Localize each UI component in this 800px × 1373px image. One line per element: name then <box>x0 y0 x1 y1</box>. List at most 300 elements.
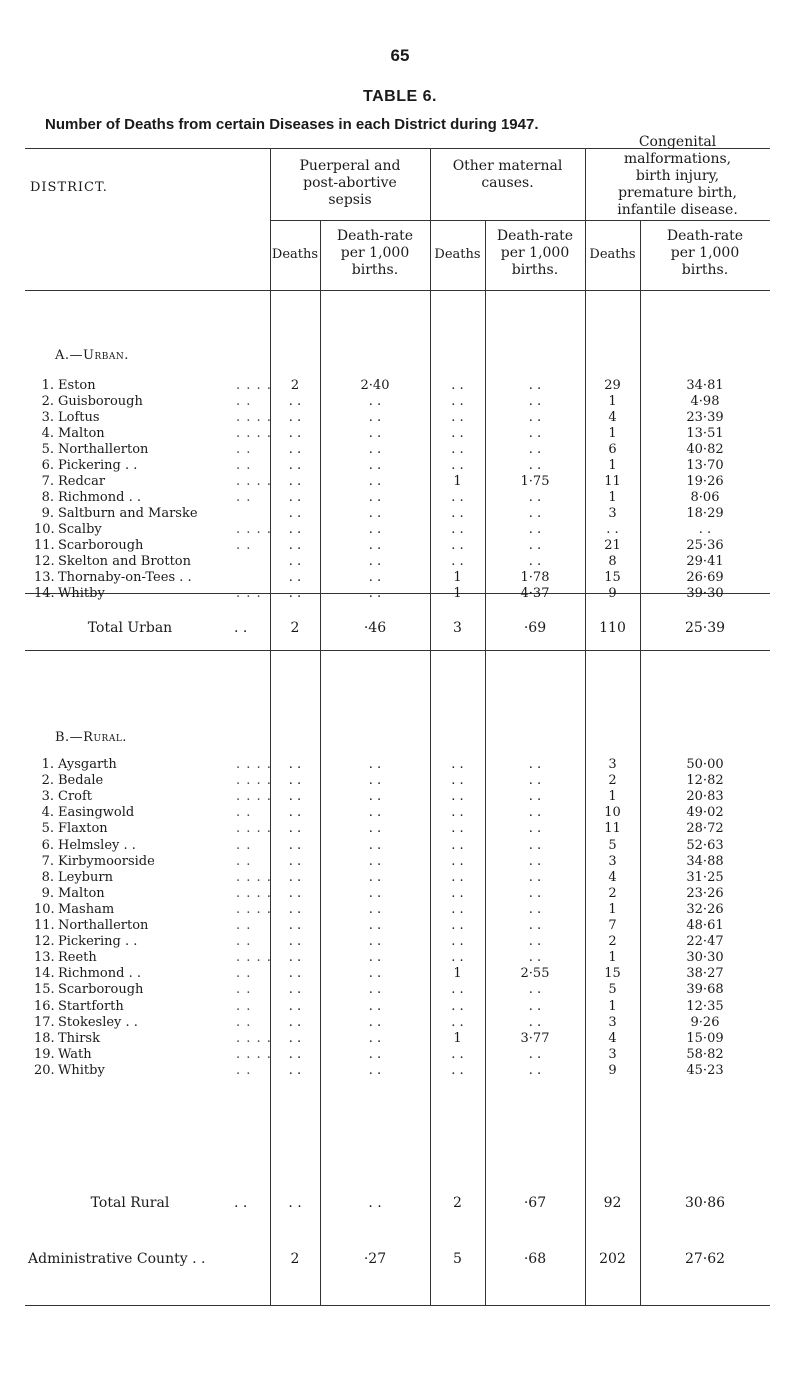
cell: . . <box>368 1014 382 1030</box>
cell: 92 <box>603 1195 622 1211</box>
cell: . . <box>368 918 382 933</box>
cell: 6 <box>608 442 617 457</box>
row-number: 12. <box>34 934 55 950</box>
table-row <box>0 757 800 772</box>
cell: 25·39 <box>684 620 726 636</box>
row-dots: . . . . <box>236 1046 272 1062</box>
cell: . . <box>288 869 302 885</box>
cell: 1 <box>608 394 617 409</box>
row-dots: . . <box>236 853 252 869</box>
cell: 9·26 <box>690 1014 720 1030</box>
cell: 1 <box>608 998 617 1014</box>
cell: . . <box>368 1195 382 1211</box>
row-dots: . . . . <box>236 410 272 425</box>
cell: . . <box>451 442 464 457</box>
cell: . . <box>528 998 542 1014</box>
row-number: 6. <box>41 458 54 473</box>
cell: . . <box>288 394 302 409</box>
header-line: infantile disease. <box>617 202 738 218</box>
row-number: 7. <box>41 853 54 869</box>
cell: 202 <box>599 1251 626 1267</box>
cell: . . <box>451 805 464 821</box>
table-row <box>0 474 800 489</box>
cell: . . <box>288 1046 302 1062</box>
row-number: 6. <box>41 837 54 853</box>
row-dots: . . <box>236 982 252 998</box>
cell: . . <box>288 522 302 537</box>
cell: . . <box>368 869 382 885</box>
cell: . . <box>288 538 302 553</box>
cell: . . <box>451 789 464 805</box>
row-dots: . . . . <box>236 885 272 901</box>
cell: 4·37 <box>520 586 550 601</box>
table-row <box>0 950 800 965</box>
deaths-column-header: Deaths <box>589 247 636 262</box>
cell: 29·41 <box>686 554 724 569</box>
row-number: 12. <box>34 554 55 569</box>
cell: . . <box>368 522 382 537</box>
row-dots: . . <box>236 1062 252 1078</box>
table-row <box>0 586 800 601</box>
table-row <box>0 554 800 569</box>
table-row <box>0 886 800 901</box>
district-name: Guisborough <box>58 394 143 409</box>
row-dots: . . <box>236 1014 252 1030</box>
cell: 58·82 <box>686 1046 724 1062</box>
column-divider <box>585 148 586 1305</box>
cell: . . <box>368 554 382 569</box>
cell: 5 <box>608 837 617 853</box>
cell: . . <box>368 998 382 1014</box>
cell: . . <box>451 394 464 409</box>
total-rural-row <box>0 1196 800 1211</box>
cell: 26·69 <box>686 570 724 585</box>
cell: 28·72 <box>686 821 724 837</box>
cell: . . <box>451 837 464 853</box>
header-mid-rule <box>270 220 770 221</box>
cell: . . <box>368 837 382 853</box>
cell: 32·26 <box>686 901 724 917</box>
row-number: 14. <box>34 586 55 601</box>
cell: . . <box>368 757 382 772</box>
cell: . . <box>288 773 302 789</box>
cell: . . <box>368 853 382 869</box>
header-line: birth injury, <box>635 168 720 184</box>
row-number: 1. <box>41 757 54 772</box>
row-number: 5. <box>41 442 54 457</box>
cell: . . <box>288 805 302 821</box>
cell: 4 <box>608 869 617 885</box>
cell: 3 <box>608 506 617 521</box>
row-dots: . . . . <box>236 474 272 489</box>
cell: 30·30 <box>686 950 724 966</box>
cell: . . <box>368 821 382 837</box>
row-dots: . . <box>234 1195 248 1211</box>
row-label: Administrative County . . <box>28 1251 206 1267</box>
table-row <box>0 838 800 853</box>
deaths-column-header: Deaths <box>434 247 481 262</box>
row-label: Total Rural <box>90 1195 170 1211</box>
table-row <box>0 934 800 949</box>
cell: . . <box>288 1195 302 1211</box>
district-name: Aysgarth <box>58 757 117 772</box>
deaths-column-header: Deaths <box>271 247 319 262</box>
cell: . . <box>528 837 542 853</box>
cell: . . <box>451 918 464 933</box>
cell: . . <box>288 554 302 569</box>
cell: . . <box>288 966 302 982</box>
cell: . . <box>528 869 542 885</box>
table-row <box>0 490 800 505</box>
cell: 1 <box>608 901 617 917</box>
cell: . . <box>528 410 542 425</box>
group-header-other-maternal <box>430 158 585 192</box>
cell: 45·23 <box>686 1062 724 1078</box>
cell: 10 <box>604 805 621 821</box>
cell: 21 <box>604 538 621 553</box>
cell: . . <box>288 506 302 521</box>
row-dots: . . <box>236 538 252 553</box>
cell: 3 <box>453 620 462 636</box>
cell: 1 <box>453 586 462 601</box>
cell: . . <box>368 901 382 917</box>
cell: 8·06 <box>690 490 720 505</box>
district-name: Thirsk <box>58 1030 100 1046</box>
cell: ·27 <box>363 1251 387 1267</box>
cell: . . <box>288 490 302 505</box>
cell: 2 <box>608 773 617 789</box>
district-name: Richmond . . <box>58 966 141 982</box>
cell: . . <box>288 934 302 950</box>
cell: . . <box>368 586 382 601</box>
cell: 39·30 <box>686 586 724 601</box>
district-name: Thornaby-on-Tees . . <box>58 570 192 585</box>
cell: . . <box>288 998 302 1014</box>
cell: . . <box>451 410 464 425</box>
table-row <box>0 805 800 820</box>
table-bottom-rule <box>25 1305 770 1306</box>
column-divider <box>270 148 271 1305</box>
cell: . . <box>288 1062 302 1078</box>
row-dots: . . . <box>236 586 262 601</box>
cell: . . <box>368 805 382 821</box>
cell: . . <box>528 1014 542 1030</box>
rate-column-header <box>640 228 770 279</box>
cell: . . <box>451 982 464 998</box>
cell: 1·78 <box>520 570 550 585</box>
cell: . . <box>288 982 302 998</box>
cell: 4·98 <box>690 394 720 409</box>
cell: 2·55 <box>520 966 550 982</box>
cell: 1 <box>453 966 462 982</box>
cell: 13·51 <box>686 426 724 441</box>
district-name: Redcar <box>58 474 106 489</box>
cell: . . <box>451 757 464 772</box>
cell: . . <box>528 538 542 553</box>
district-name: Easingwold <box>58 805 135 821</box>
row-number: 2. <box>41 394 54 409</box>
row-number: 17. <box>34 1014 55 1030</box>
row-number: 13. <box>34 950 55 966</box>
cell: ·67 <box>523 1195 547 1211</box>
cell: . . <box>528 522 542 537</box>
cell: . . <box>288 570 302 585</box>
header-line: Death-rate <box>666 228 744 244</box>
cell: . . <box>451 934 464 950</box>
cell: . . <box>368 490 382 505</box>
cell: 23·26 <box>686 885 724 901</box>
cell: . . <box>288 1030 302 1046</box>
table-row <box>0 1047 800 1062</box>
district-name: Reeth <box>58 950 97 966</box>
cell: . . <box>368 410 382 425</box>
district-name: Northallerton <box>58 918 149 933</box>
table-row <box>0 442 800 457</box>
district-name: Whitby <box>58 1062 105 1078</box>
header-line: births. <box>681 262 729 278</box>
cell: 3 <box>608 1046 617 1062</box>
row-dots: . . <box>236 805 252 821</box>
cell: 1 <box>608 490 617 505</box>
row-number: 10. <box>34 901 55 917</box>
cell: 27·62 <box>684 1251 726 1267</box>
cell: 13·70 <box>686 458 724 473</box>
cell: 25·36 <box>686 538 724 553</box>
row-number: 20. <box>34 1062 55 1078</box>
cell: . . <box>451 1046 464 1062</box>
header-line: per 1,000 <box>500 245 570 261</box>
header-line: Puerperal and <box>299 158 401 174</box>
cell: . . <box>288 821 302 837</box>
cell: . . <box>451 901 464 917</box>
cell: 4 <box>608 1030 617 1046</box>
cell: 5 <box>453 1251 462 1267</box>
row-dots: . . <box>236 837 252 853</box>
header-line: causes. <box>481 175 534 191</box>
cell: . . <box>528 442 542 457</box>
cell: 1 <box>608 950 617 966</box>
table-row <box>0 999 800 1014</box>
cell: . . <box>528 853 542 869</box>
district-name: Whitby <box>58 586 105 601</box>
row-number: 9. <box>41 506 54 521</box>
cell: . . <box>528 757 542 772</box>
cell: . . <box>606 522 619 537</box>
cell: . . <box>451 821 464 837</box>
cell: ·68 <box>523 1251 547 1267</box>
cell: . . <box>451 1062 464 1078</box>
cell: . . <box>451 773 464 789</box>
cell: . . <box>528 885 542 901</box>
cell: 1·75 <box>520 474 550 489</box>
cell: . . <box>528 506 542 521</box>
row-dots: . . . . <box>236 821 272 837</box>
row-dots: . . <box>236 490 252 505</box>
cell: . . <box>288 901 302 917</box>
row-number: 16. <box>34 998 55 1014</box>
administrative-county-row <box>0 1252 800 1267</box>
cell: 12·35 <box>686 998 724 1014</box>
total-urban-row <box>0 621 800 636</box>
cell: . . <box>288 442 302 457</box>
district-name: Northallerton <box>58 442 149 457</box>
cell: . . <box>451 522 464 537</box>
cell: 15·09 <box>686 1030 724 1046</box>
row-label: Total Urban <box>87 620 173 636</box>
header-line: Death-rate <box>496 228 574 244</box>
row-number: 7. <box>41 474 54 489</box>
rate-column-header <box>320 228 430 279</box>
cell: 50·00 <box>686 757 724 772</box>
cell: 5 <box>608 982 617 998</box>
cell: 3 <box>608 757 617 772</box>
header-line: premature birth, <box>618 185 737 201</box>
cell: . . <box>368 394 382 409</box>
cell: 29 <box>604 378 621 393</box>
cell: . . <box>528 901 542 917</box>
rate-column-header <box>485 228 585 279</box>
district-name: Malton <box>58 885 105 901</box>
cell: 39·68 <box>686 982 724 998</box>
table-row <box>0 821 800 836</box>
header-line: births. <box>511 262 559 278</box>
row-number: 8. <box>41 869 54 885</box>
table-row <box>0 966 800 981</box>
header-bottom-rule <box>25 290 770 291</box>
page-number: 65 <box>390 46 410 65</box>
district-name: Startforth <box>58 998 124 1014</box>
cell: . . <box>528 918 542 933</box>
row-dots: . . . . <box>236 789 272 805</box>
header-line: Other maternal <box>452 158 563 174</box>
table-row <box>0 982 800 997</box>
cell: 1 <box>608 789 617 805</box>
cell: 9 <box>608 586 617 601</box>
row-dots: . . . . <box>236 426 272 441</box>
cell: 52·63 <box>686 837 724 853</box>
cell: . . <box>528 554 542 569</box>
row-number: 15. <box>34 982 55 998</box>
district-name: Masham <box>58 901 115 917</box>
cell: . . <box>451 378 464 393</box>
row-number: 10. <box>34 522 55 537</box>
table-row <box>0 394 800 409</box>
cell: . . <box>451 506 464 521</box>
cell: 11 <box>604 821 621 837</box>
cell: . . <box>528 378 542 393</box>
header-line: Congenital <box>638 134 717 150</box>
cell: 4 <box>608 410 617 425</box>
table-row <box>0 1031 800 1046</box>
district-name: Saltburn and Marske <box>58 506 198 521</box>
cell: 34·81 <box>686 378 724 393</box>
cell: . . <box>368 506 382 521</box>
cell: . . <box>368 789 382 805</box>
district-name: Scarborough <box>58 538 144 553</box>
column-divider <box>430 148 431 1305</box>
district-name: Richmond . . <box>58 490 141 505</box>
row-number: 3. <box>41 789 54 805</box>
cell: 2 <box>453 1195 462 1211</box>
cell: . . <box>288 458 302 473</box>
cell: . . <box>368 570 382 585</box>
row-number: 13. <box>34 570 55 585</box>
cell: . . <box>528 426 542 441</box>
header-line: births. <box>351 262 399 278</box>
row-dots: . . <box>236 918 252 933</box>
cell: . . <box>288 950 302 966</box>
district-name: Kirbymoorside <box>58 853 155 869</box>
cell: . . <box>451 554 464 569</box>
cell: . . <box>288 410 302 425</box>
cell: ·46 <box>363 620 387 636</box>
row-number: 11. <box>34 918 55 933</box>
district-name: Eston <box>58 378 96 393</box>
cell: 2 <box>290 1251 300 1267</box>
cell: 8 <box>608 554 617 569</box>
cell: 1 <box>453 1030 462 1046</box>
cell: . . <box>368 474 382 489</box>
district-name: Leyburn <box>58 869 113 885</box>
cell: 23·39 <box>686 410 724 425</box>
row-dots: . . . . <box>236 757 272 772</box>
cell: . . <box>288 918 302 933</box>
table-row <box>0 854 800 869</box>
header-line: malformations, <box>623 151 732 167</box>
cell: . . <box>451 538 464 553</box>
table-row <box>0 1015 800 1030</box>
cell: . . <box>451 1014 464 1030</box>
row-number: 14. <box>34 966 55 982</box>
cell: . . <box>288 789 302 805</box>
cell: . . <box>528 1046 542 1062</box>
cell: 31·25 <box>686 869 724 885</box>
cell: 1 <box>608 426 617 441</box>
table-row <box>0 458 800 473</box>
row-number: 9. <box>41 885 54 901</box>
cell: . . <box>288 1014 302 1030</box>
district-name: Stokesley . . <box>58 1014 138 1030</box>
table-row <box>0 378 800 393</box>
cell: . . <box>288 885 302 901</box>
row-number: 4. <box>41 426 54 441</box>
cell: . . <box>451 885 464 901</box>
cell: 11 <box>604 474 621 489</box>
cell: . . <box>368 982 382 998</box>
cell: 1 <box>453 570 462 585</box>
cell: 15 <box>604 966 621 982</box>
cell: 1 <box>608 458 617 473</box>
cell: . . <box>288 474 302 489</box>
cell: 18·29 <box>686 506 724 521</box>
table-row <box>0 918 800 933</box>
district-name: Malton <box>58 426 105 441</box>
district-name: Pickering . . <box>58 458 138 473</box>
cell: 2 <box>608 885 617 901</box>
row-number: 4. <box>41 805 54 821</box>
district-name: Scalby <box>58 522 102 537</box>
header-line: sepsis <box>328 192 372 208</box>
cell: . . <box>288 757 302 772</box>
cell: 12·82 <box>686 773 724 789</box>
cell: 2 <box>608 934 617 950</box>
row-dots: . . <box>236 934 252 950</box>
cell: . . <box>528 805 542 821</box>
cell: . . <box>451 950 464 966</box>
row-dots: . . . . <box>236 522 272 537</box>
cell: . . <box>528 950 542 966</box>
header-line: post-abortive <box>303 175 397 191</box>
